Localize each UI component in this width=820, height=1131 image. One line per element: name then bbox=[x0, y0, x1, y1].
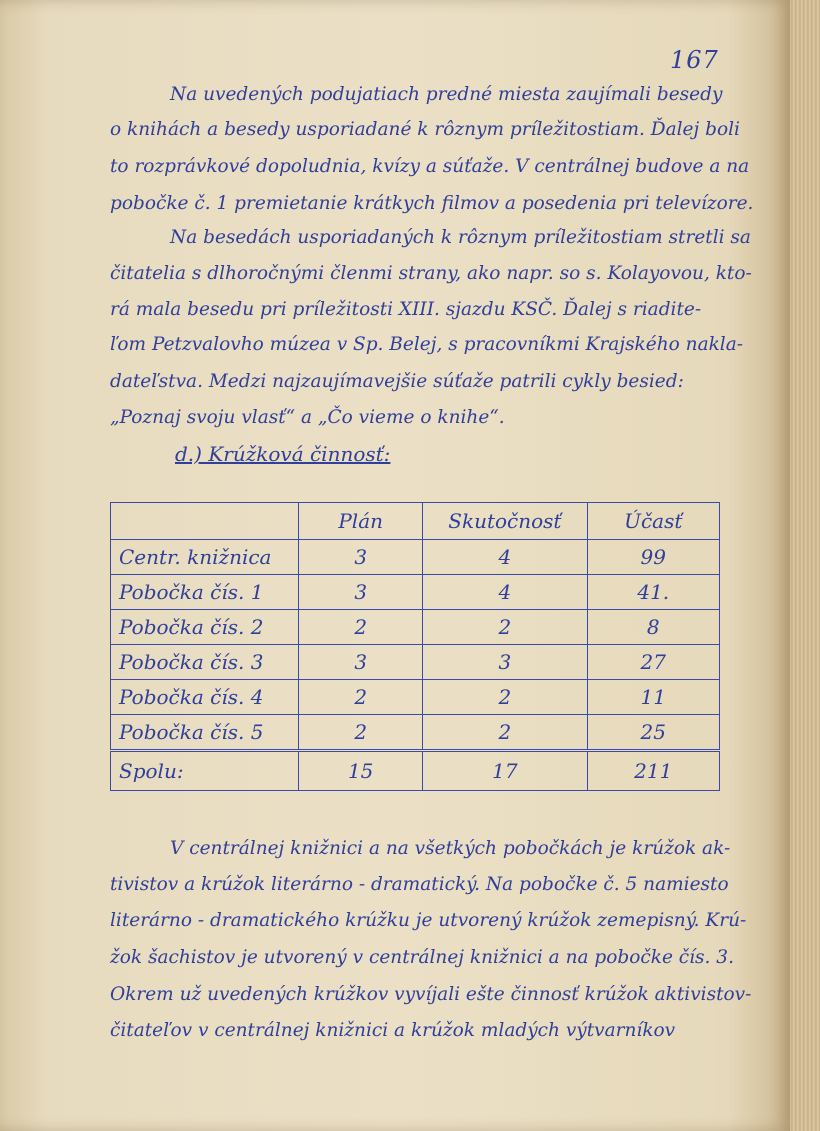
attendance-cell: 25 bbox=[587, 715, 720, 751]
plan-cell: 3 bbox=[299, 575, 423, 610]
text-line: „Poznaj svoju vlasť“ a „Čo vieme o knihe“. bbox=[110, 407, 505, 428]
table-row bbox=[111, 610, 720, 645]
total-attendance-cell: 211 bbox=[587, 751, 720, 791]
text-line: žok šachistov je utvorený v centrálnej knižnici a na pobočke čís. 3. bbox=[110, 947, 734, 968]
total-actual-cell: 17 bbox=[423, 751, 587, 791]
header-cell: Skutočnosť bbox=[423, 503, 587, 540]
plan-cell: 3 bbox=[299, 540, 423, 575]
text-line: literárno - dramatického krúžku je utvorený krúžok zemepisný. Krú- bbox=[110, 910, 747, 931]
plan-cell: 3 bbox=[299, 645, 423, 680]
total-plan-cell: 15 bbox=[299, 751, 423, 791]
page-number: 167 bbox=[670, 46, 719, 74]
row-label: Centr. knižnica bbox=[111, 540, 299, 575]
plan-cell: 2 bbox=[299, 715, 423, 751]
actual-cell: 2 bbox=[423, 715, 587, 751]
actual-cell: 2 bbox=[423, 610, 587, 645]
text-line: pobočke č. 1 premietanie krátkych filmov a posedenia pri televízore. bbox=[110, 193, 754, 214]
text-line: čitatelia s dlhoročnými členmi strany, ako napr. so s. Kolayovou, kto- bbox=[110, 263, 752, 284]
actual-cell: 2 bbox=[423, 680, 587, 715]
page-stack-edge bbox=[790, 0, 820, 1131]
text-line: V centrálnej knižnici a na všetkých pobočkách je krúžok ak- bbox=[170, 838, 731, 859]
table-row bbox=[111, 540, 720, 575]
row-label: Pobočka čís. 5 bbox=[111, 715, 299, 751]
row-label: Pobočka čís. 4 bbox=[111, 680, 299, 715]
header-cell bbox=[111, 503, 299, 540]
text-line: Na uvedených podujatiach predné miesta zaujímali besedy bbox=[170, 84, 723, 105]
circle-activity-table bbox=[110, 502, 720, 791]
attendance-cell: 27 bbox=[587, 645, 720, 680]
row-label: Pobočka čís. 2 bbox=[111, 610, 299, 645]
row-label: Pobočka čís. 3 bbox=[111, 645, 299, 680]
header-cell: Plán bbox=[299, 503, 423, 540]
text-line: to rozprávkové dopoludnia, kvízy a súťaže. V centrálnej budove a na bbox=[110, 156, 750, 177]
table-row bbox=[111, 645, 720, 680]
attendance-cell: 11 bbox=[587, 680, 720, 715]
text-line: ľom Petzvalovho múzea v Sp. Belej, s pracovníkmi Krajského nakla- bbox=[110, 334, 744, 355]
text-line: tivistov a krúžok literárno - dramatický. Na pobočke č. 5 namiesto bbox=[110, 874, 729, 895]
text-line: čitateľov v centrálnej knižnici a krúžok mladých výtvarníkov bbox=[110, 1020, 676, 1041]
actual-cell: 4 bbox=[423, 540, 587, 575]
text-line: dateľstva. Medzi najzaujímavejšie súťaže patrili cykly besied: bbox=[110, 371, 684, 392]
actual-cell: 3 bbox=[423, 645, 587, 680]
plan-cell: 2 bbox=[299, 680, 423, 715]
text-line: rá mala besedu pri príležitosti XIII. sjazdu KSČ. Ďalej s riadite- bbox=[110, 299, 702, 320]
attendance-cell: 99 bbox=[587, 540, 720, 575]
section-heading: d.) Krúžková činnosť: bbox=[175, 442, 391, 466]
table-row bbox=[111, 715, 720, 751]
attendance-cell: 41. bbox=[587, 575, 720, 610]
attendance-cell: 8 bbox=[587, 610, 720, 645]
total-label: Spolu: bbox=[111, 751, 299, 791]
header-cell: Účasť bbox=[587, 503, 720, 540]
text-line: Na besedách usporiadaných k rôznym príležitostiam stretli sa bbox=[170, 227, 751, 248]
table-row bbox=[111, 575, 720, 610]
table-header-row bbox=[111, 503, 720, 540]
table-total-row bbox=[111, 751, 720, 791]
actual-cell: 4 bbox=[423, 575, 587, 610]
text-line: Okrem už uvedených krúžkov vyvíjali ešte činnosť krúžok aktivistov- bbox=[110, 984, 752, 1005]
row-label: Pobočka čís. 1 bbox=[111, 575, 299, 610]
text-line: o knihách a besedy usporiadané k rôznym príležitostiam. Ďalej boli bbox=[110, 119, 740, 140]
plan-cell: 2 bbox=[299, 610, 423, 645]
table-row bbox=[111, 680, 720, 715]
